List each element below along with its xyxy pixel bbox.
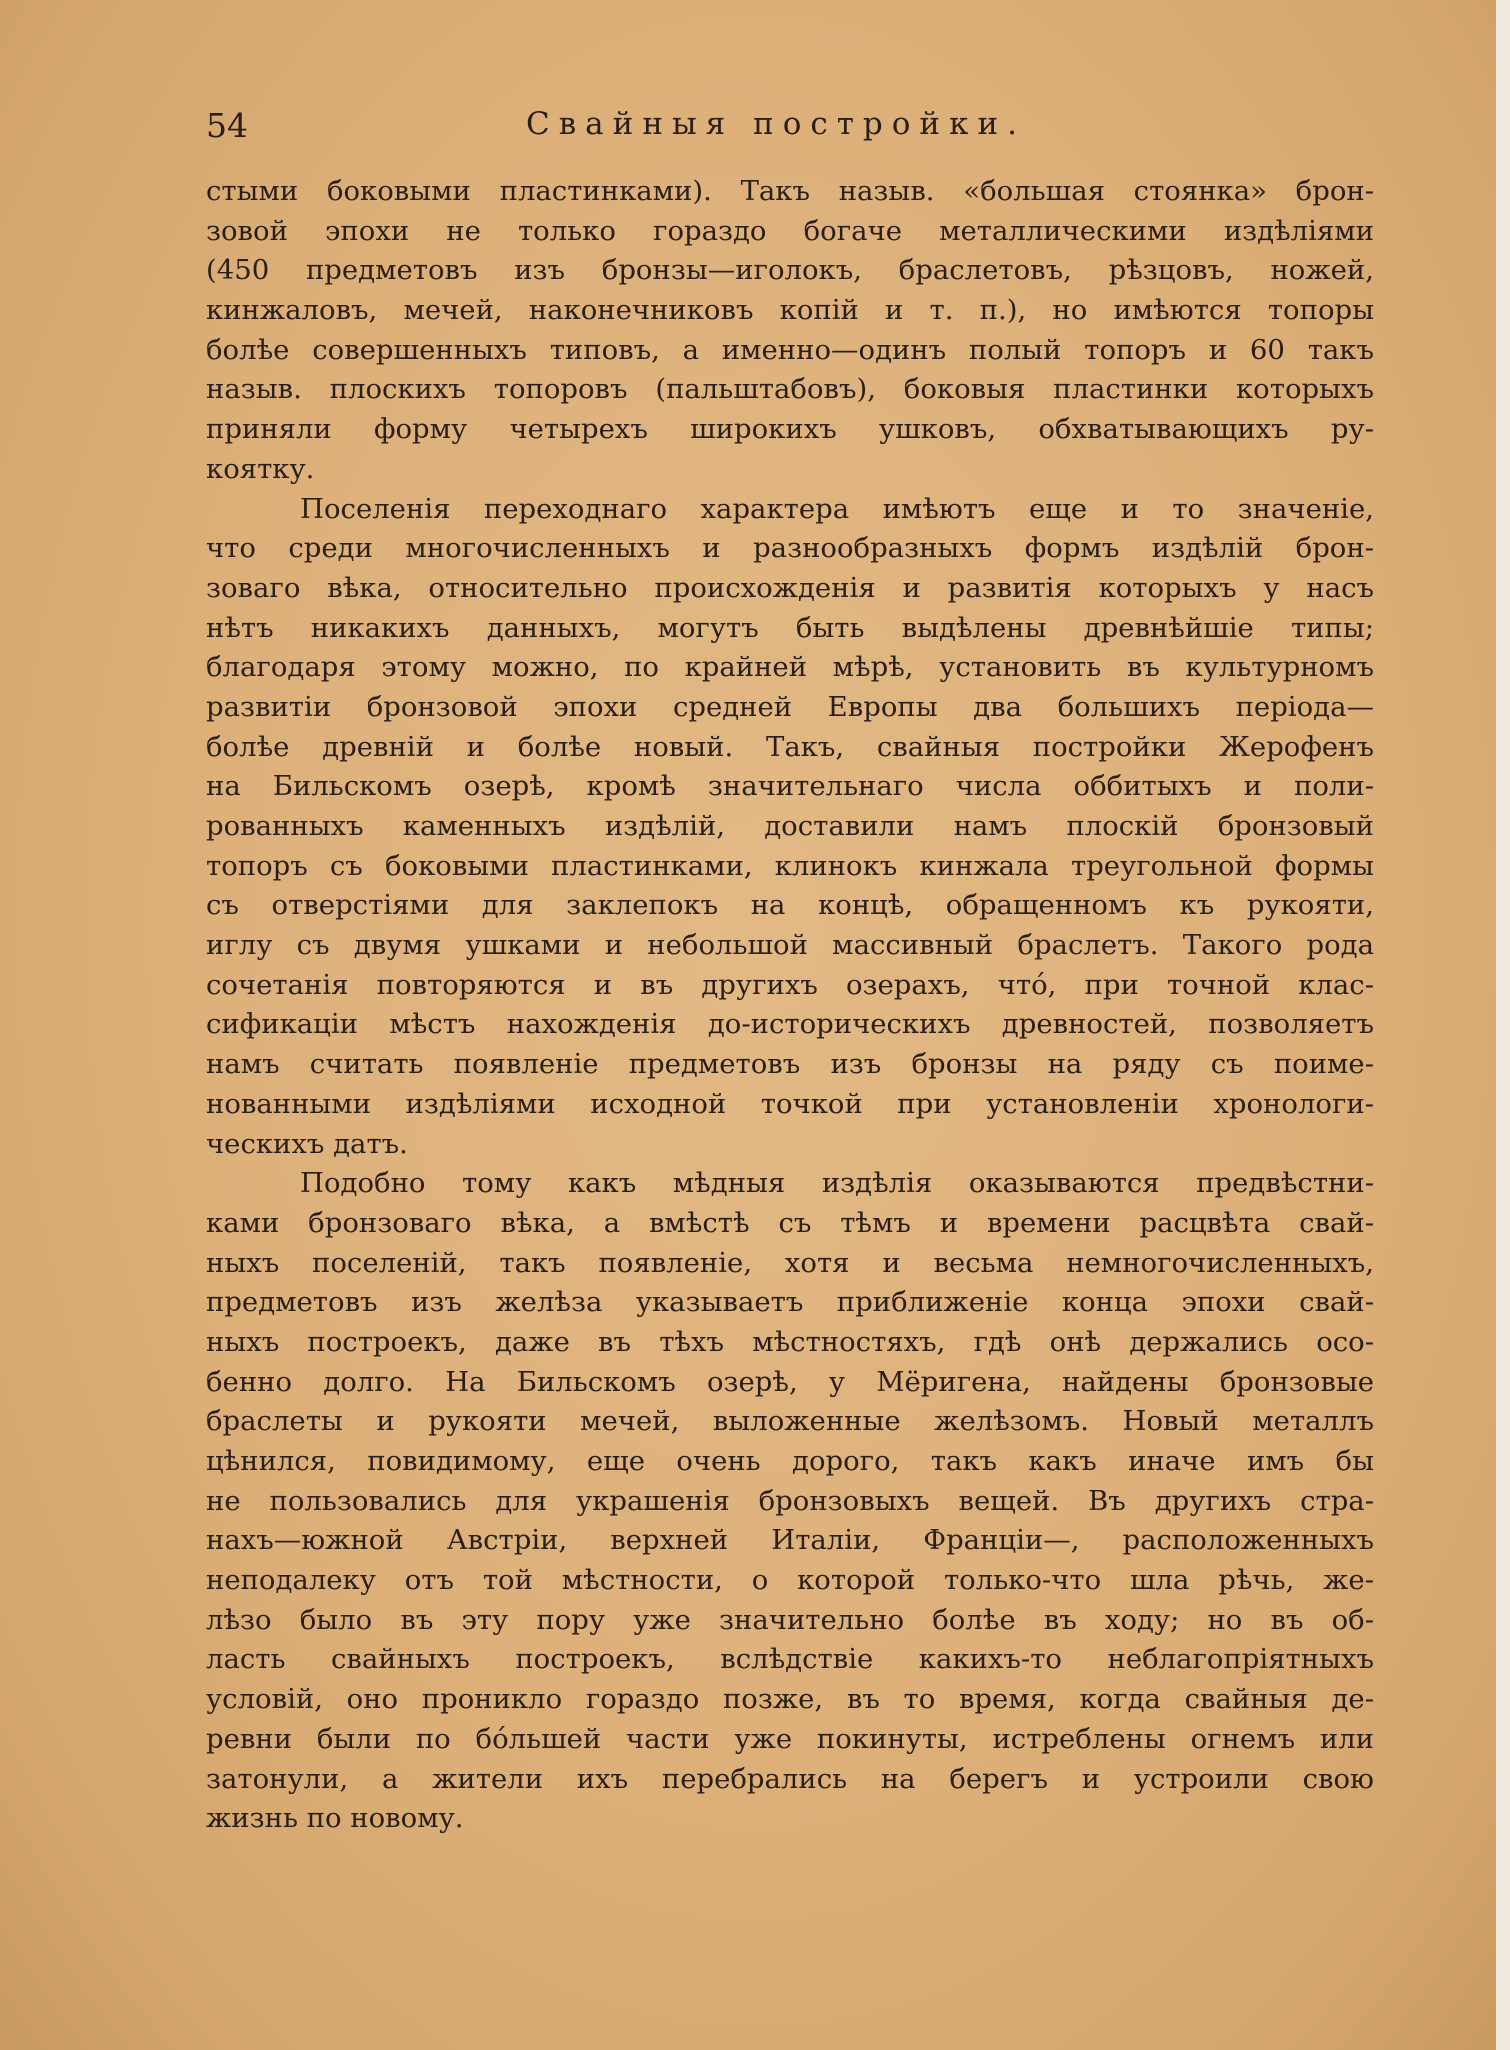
- text-line: болѣе древній и болѣе новый. Такъ, свайныя постройки Жерофенъ: [206, 730, 1374, 763]
- page-number: 54: [206, 106, 248, 145]
- text-line: ческихъ датъ.: [206, 1127, 408, 1160]
- text-line: приняли форму четырехъ широкихъ ушковъ, обхватывающихъ ру-: [206, 413, 1374, 446]
- paragraph: [206, 490, 1374, 1165]
- text-line: иглу съ двумя ушками и небольшой массивный браслетъ. Такого рода: [206, 929, 1374, 962]
- text-line: съ отверстіями для заклепокъ на концѣ, обращенномъ къ рукояти,: [206, 889, 1374, 922]
- text-line: зоваго вѣка, относительно происхожденія и развитія которыхъ у насъ: [206, 571, 1374, 604]
- header-title: Свайныя постройки.: [526, 106, 1026, 142]
- page-edge: [1496, 0, 1510, 2050]
- text-line: назыв. плоскихъ топоровъ (пальштабовъ), боковыя пластинки которыхъ: [206, 373, 1374, 406]
- text-line: браслеты и рукояти мечей, выложенные желѣзомъ. Новый металлъ: [206, 1405, 1374, 1438]
- text-line: неподалеку отъ той мѣстности, о которой только-что шла рѣчь, же-: [206, 1564, 1374, 1597]
- text-line: благодаря этому можно, по крайней мѣрѣ, установить въ культурномъ: [206, 651, 1374, 684]
- text-line: стыми боковыми пластинками). Такъ назыв. «большая стоянка» брон-: [206, 175, 1374, 207]
- text-line: на Бильскомъ озерѣ, кромѣ значительнаго числа оббитыхъ и поли-: [206, 770, 1374, 803]
- running-head: [206, 106, 1356, 152]
- text-line: Поселенія переходнаго характера имѣютъ еще и то значеніе,: [300, 492, 1374, 525]
- text-line: ласть свайныхъ построекъ, вслѣдствіе какихъ-то неблагопріятныхъ: [206, 1643, 1374, 1676]
- text-line: нованными издѣліями исходной точкой при установленіи хронологи-: [206, 1087, 1374, 1120]
- text-line: развитіи бронзовой эпохи средней Европы два большихъ періода—: [206, 690, 1374, 723]
- text-line: условій, оно проникло гораздо позже, въ то время, когда свайныя де-: [206, 1683, 1374, 1716]
- text-line: предметовъ изъ желѣза указываетъ приближеніе конца эпохи свай-: [206, 1286, 1374, 1319]
- text-line: ками бронзоваго вѣка, а вмѣстѣ съ тѣмъ и времени расцвѣта свай-: [206, 1206, 1374, 1239]
- text-line: зовой эпохи не только гораздо богаче металлическими издѣліями: [206, 214, 1374, 247]
- text-line: не пользовались для украшенія бронзовыхъ вещей. Въ другихъ стра-: [206, 1484, 1374, 1517]
- text-line: Подобно тому какъ мѣдныя издѣлія оказываются предвѣстни-: [300, 1167, 1374, 1200]
- text-line: ныхъ построекъ, даже въ тѣхъ мѣстностяхъ, гдѣ онѣ держались осо-: [206, 1325, 1374, 1358]
- text-line: ныхъ поселеній, такъ появленіе, хотя и весьма немногочисленныхъ,: [206, 1246, 1374, 1279]
- body-text: [206, 172, 1374, 1839]
- text-line: цѣнился, повидимому, еще очень дорого, такъ какъ иначе имъ бы: [206, 1445, 1374, 1477]
- paragraph: [206, 1164, 1374, 1839]
- text-line: жизнь по новому.: [206, 1802, 464, 1835]
- text-line: ревни были по бо́льшей части уже покинуты, истреблены огнемъ или: [206, 1722, 1374, 1755]
- text-line: кинжаловъ, мечей, наконечниковъ копій и т. п.), но имѣются топоры: [206, 294, 1374, 327]
- text-line: топоръ съ боковыми пластинками, клинокъ кинжала треугольной формы: [206, 849, 1374, 882]
- text-line: затонули, а жители ихъ перебрались на берегъ и устроили свою: [206, 1762, 1374, 1795]
- text-line: нѣтъ никакихъ данныхъ, могутъ быть выдѣлены древнѣйшіе типы;: [206, 611, 1374, 644]
- text-line: (450 предметовъ изъ бронзы—иголокъ, браслетовъ, рѣзцовъ, ножей,: [206, 254, 1374, 287]
- text-line: что среди многочисленныхъ и разнообразныхъ формъ издѣлій брон-: [206, 532, 1374, 565]
- text-line: коятку.: [206, 452, 315, 485]
- text-line: рованныхъ каменныхъ издѣлій, доставили намъ плоскій бронзовый: [206, 810, 1374, 842]
- text-line: сочетанія повторяются и въ другихъ озерахъ, что́, при точной клас-: [206, 968, 1374, 1001]
- text-line: бенно долго. На Бильскомъ озерѣ, у Мёригена, найдены бронзовые: [206, 1365, 1374, 1398]
- paragraph: [206, 172, 1374, 490]
- text-line: нахъ—южной Австріи, верхней Италіи, Франціи—, расположенныхъ: [206, 1524, 1374, 1557]
- text-line: лѣзо было въ эту пору уже значительно болѣе въ ходу; но въ об-: [206, 1603, 1374, 1636]
- text-line: болѣе совершенныхъ типовъ, а именно—одинъ полый топоръ и 60 такъ: [206, 333, 1374, 366]
- text-line: сификаціи мѣстъ нахожденія до-историческихъ древностей, позволяетъ: [206, 1008, 1374, 1041]
- text-line: намъ считать появленіе предметовъ изъ бронзы на ряду съ поиме-: [206, 1048, 1374, 1081]
